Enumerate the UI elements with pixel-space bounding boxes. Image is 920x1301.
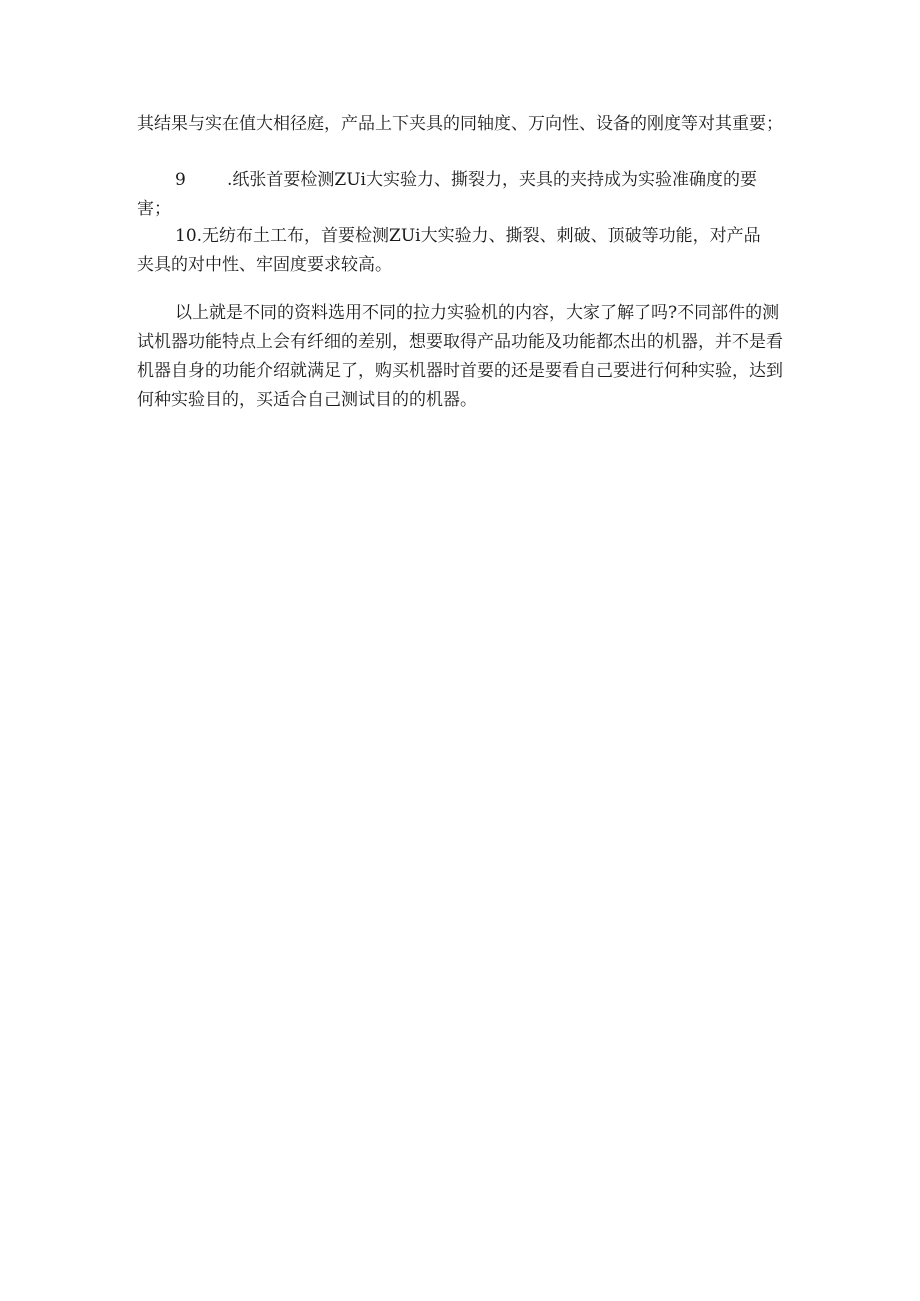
summary-line: 何种实验目的，买适合自己测试目的的机器。 (137, 390, 477, 410)
list-item-text: .纸张首要检测ZUi大实验力、撕裂力，夹具的夹持成为实验准确度的要害； (137, 170, 757, 219)
list-item-text-line: .无纺布土工布，首要检测ZUi大实验力、撕裂、刺破、顶破等功能，对产品 (196, 226, 761, 246)
list-item-10 (137, 222, 787, 280)
summary-line: 以上就是不同的资料选用不同的拉力实验机的内容，大家了解了吗?不同部件的测 (175, 303, 780, 323)
summary-paragraph (137, 299, 787, 415)
summary-line: 试机器功能特点上会有纤细的差别，想要取得产品功能及功能都杰出的机器，并不是看 (137, 332, 783, 352)
list-number: 10 (175, 226, 197, 246)
list-number: 9 (175, 170, 186, 190)
list-item-9 (137, 166, 787, 224)
paragraph-continuation (137, 110, 787, 139)
list-item-text-line: 夹具的对中性、牢固度要求较高。 (137, 255, 392, 275)
paragraph-text: 其结果与实在值大相径庭，产品上下夹具的同轴度、万向性、设备的刚度等对其重要； (137, 114, 783, 134)
summary-line: 机器自身的功能介绍就满足了，购买机器时首要的还是要看自己要进行何种实验，达到 (137, 361, 783, 381)
